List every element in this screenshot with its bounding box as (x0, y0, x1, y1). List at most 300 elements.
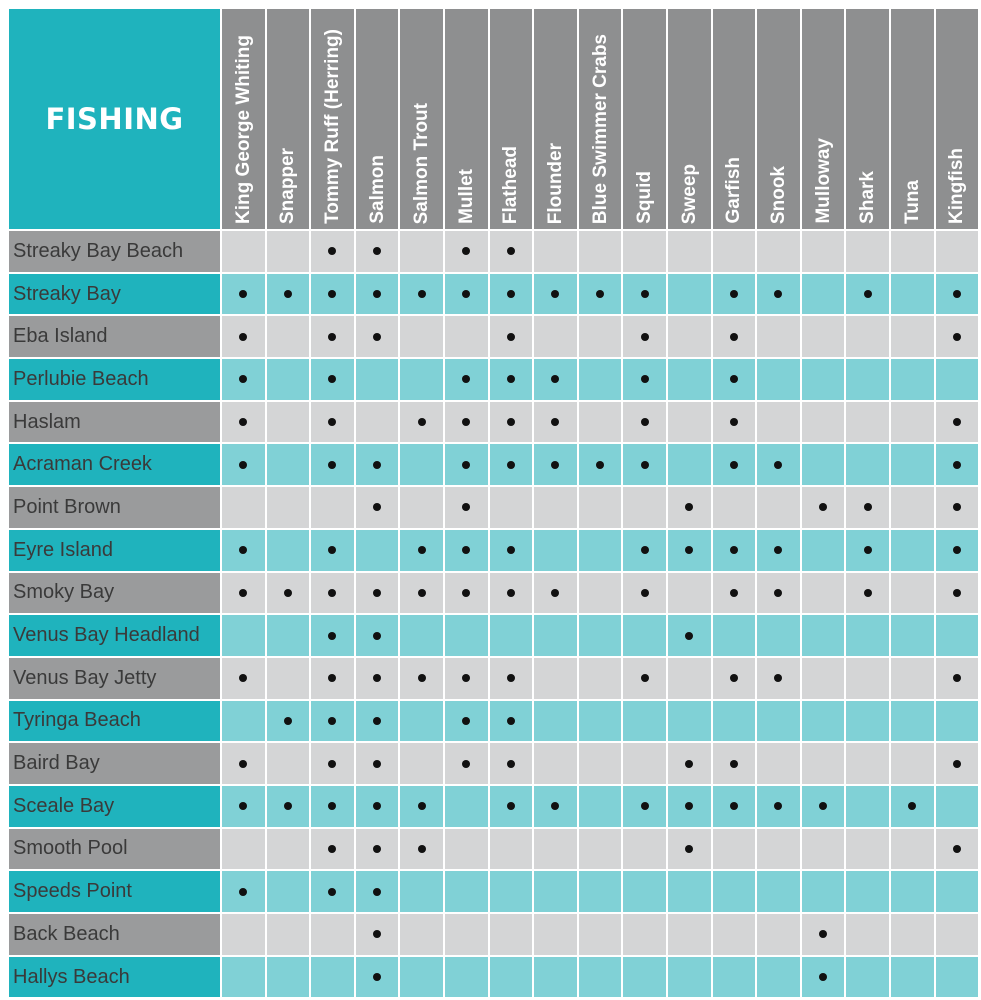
table-row (9, 743, 978, 784)
table-row (9, 957, 978, 998)
availability-cell (490, 743, 533, 784)
available-dot-icon (685, 760, 693, 768)
availability-cell (757, 402, 800, 443)
availability-cell (757, 316, 800, 357)
location-name: Speeds Point (9, 871, 220, 912)
availability-cell (400, 615, 443, 656)
available-dot-icon (418, 589, 426, 597)
availability-cell (579, 829, 622, 870)
available-dot-icon (328, 845, 336, 853)
availability-cell (936, 829, 979, 870)
available-dot-icon (239, 674, 247, 682)
available-dot-icon (239, 375, 247, 383)
availability-cell (846, 786, 889, 827)
availability-cell (267, 829, 310, 870)
availability-cell (623, 487, 666, 528)
fish-column-header (311, 9, 354, 229)
table-row (9, 786, 978, 827)
available-dot-icon (284, 589, 292, 597)
table-row (9, 402, 978, 443)
availability-cell (891, 829, 934, 870)
available-dot-icon (551, 418, 559, 426)
available-dot-icon (507, 802, 515, 810)
available-dot-icon (551, 589, 559, 597)
availability-cell (757, 487, 800, 528)
availability-cell (891, 957, 934, 998)
availability-cell (757, 914, 800, 955)
available-dot-icon (641, 461, 649, 469)
fish-name: Salmon Trout (411, 102, 433, 224)
available-dot-icon (373, 674, 381, 682)
availability-cell (713, 829, 756, 870)
availability-cell (579, 701, 622, 742)
availability-cell (356, 743, 399, 784)
available-dot-icon (864, 290, 872, 298)
availability-cell (802, 743, 845, 784)
availability-cell (311, 829, 354, 870)
available-dot-icon (373, 760, 381, 768)
availability-cell (534, 914, 577, 955)
availability-cell (400, 786, 443, 827)
table-row (9, 658, 978, 699)
available-dot-icon (507, 418, 515, 426)
available-dot-icon (730, 546, 738, 554)
availability-cell (936, 658, 979, 699)
availability-cell (445, 444, 488, 485)
available-dot-icon (328, 717, 336, 725)
availability-cell (267, 871, 310, 912)
availability-cell (267, 231, 310, 272)
fish-name: Tommy Ruff (Herring) (321, 29, 343, 224)
available-dot-icon (507, 247, 515, 255)
availability-cell (356, 573, 399, 614)
availability-cell (445, 402, 488, 443)
availability-cell (757, 231, 800, 272)
availability-cell (267, 573, 310, 614)
available-dot-icon (641, 802, 649, 810)
availability-cell (802, 701, 845, 742)
location-name: Smoky Bay (9, 573, 220, 614)
availability-cell (891, 914, 934, 955)
fish-name: Shark (857, 171, 879, 224)
location-name: Eyre Island (9, 530, 220, 571)
available-dot-icon (239, 546, 247, 554)
availability-cell (713, 530, 756, 571)
availability-cell (846, 274, 889, 315)
fish-column-header (802, 9, 845, 229)
availability-cell (267, 658, 310, 699)
available-dot-icon (418, 845, 426, 853)
availability-cell (802, 231, 845, 272)
availability-cell (802, 829, 845, 870)
availability-cell (490, 786, 533, 827)
fish-column-header (534, 9, 577, 229)
table-row (9, 530, 978, 571)
availability-cell (668, 786, 711, 827)
availability-cell (713, 274, 756, 315)
availability-cell (445, 530, 488, 571)
availability-cell (267, 743, 310, 784)
availability-cell (490, 444, 533, 485)
availability-cell (400, 743, 443, 784)
availability-cell (579, 530, 622, 571)
available-dot-icon (641, 589, 649, 597)
available-dot-icon (551, 375, 559, 383)
available-dot-icon (774, 802, 782, 810)
location-name: Point Brown (9, 487, 220, 528)
availability-cell (311, 231, 354, 272)
fish-column-header (579, 9, 622, 229)
fish-column-header (356, 9, 399, 229)
available-dot-icon (551, 802, 559, 810)
availability-cell (936, 444, 979, 485)
availability-cell (267, 444, 310, 485)
available-dot-icon (462, 290, 470, 298)
availability-cell (311, 359, 354, 400)
availability-cell (311, 274, 354, 315)
availability-cell (356, 957, 399, 998)
availability-cell (891, 402, 934, 443)
fish-name: Flounder (544, 142, 566, 224)
table-body (9, 231, 978, 997)
availability-cell (802, 487, 845, 528)
fish-name: King George Whiting (232, 35, 254, 224)
availability-cell (534, 573, 577, 614)
location-name: Streaky Bay (9, 274, 220, 315)
availability-cell (668, 573, 711, 614)
available-dot-icon (373, 845, 381, 853)
available-dot-icon (373, 802, 381, 810)
availability-cell (400, 316, 443, 357)
fish-name: Flathead (500, 145, 522, 224)
fish-name: Sweep (678, 163, 700, 224)
available-dot-icon (373, 247, 381, 255)
availability-cell (400, 829, 443, 870)
available-dot-icon (462, 589, 470, 597)
availability-cell (311, 402, 354, 443)
availability-cell (713, 231, 756, 272)
fish-name: Garfish (723, 157, 745, 224)
availability-cell (311, 871, 354, 912)
availability-cell (222, 231, 265, 272)
available-dot-icon (507, 589, 515, 597)
availability-cell (802, 615, 845, 656)
availability-cell (534, 402, 577, 443)
availability-cell (356, 274, 399, 315)
availability-cell (668, 487, 711, 528)
available-dot-icon (685, 802, 693, 810)
available-dot-icon (641, 375, 649, 383)
availability-cell (490, 402, 533, 443)
location-name: Perlubie Beach (9, 359, 220, 400)
availability-cell (356, 615, 399, 656)
availability-cell (222, 786, 265, 827)
fish-column-header (713, 9, 756, 229)
available-dot-icon (507, 333, 515, 341)
availability-cell (445, 359, 488, 400)
fish-name: Tuna (901, 180, 923, 224)
available-dot-icon (953, 760, 961, 768)
availability-cell (490, 871, 533, 912)
availability-cell (356, 359, 399, 400)
location-name: Baird Bay (9, 743, 220, 784)
availability-cell (891, 444, 934, 485)
available-dot-icon (328, 461, 336, 469)
availability-cell (534, 274, 577, 315)
availability-cell (445, 573, 488, 614)
availability-cell (400, 274, 443, 315)
availability-cell (757, 573, 800, 614)
location-name: Smooth Pool (9, 829, 220, 870)
available-dot-icon (373, 973, 381, 981)
location-name: Eba Island (9, 316, 220, 357)
availability-cell (445, 871, 488, 912)
availability-cell (891, 743, 934, 784)
available-dot-icon (953, 546, 961, 554)
available-dot-icon (908, 802, 916, 810)
availability-cell (400, 871, 443, 912)
availability-cell (802, 444, 845, 485)
table-row (9, 615, 978, 656)
availability-cell (490, 359, 533, 400)
available-dot-icon (328, 632, 336, 640)
availability-cell (891, 316, 934, 357)
availability-cell (668, 743, 711, 784)
available-dot-icon (551, 290, 559, 298)
available-dot-icon (418, 674, 426, 682)
available-dot-icon (551, 461, 559, 469)
available-dot-icon (730, 418, 738, 426)
availability-cell (356, 231, 399, 272)
availability-cell (713, 957, 756, 998)
availability-cell (490, 615, 533, 656)
available-dot-icon (284, 290, 292, 298)
location-name: Acraman Creek (9, 444, 220, 485)
available-dot-icon (328, 247, 336, 255)
availability-cell (623, 829, 666, 870)
availability-cell (222, 316, 265, 357)
availability-cell (623, 231, 666, 272)
availability-cell (311, 658, 354, 699)
available-dot-icon (730, 589, 738, 597)
availability-cell (846, 829, 889, 870)
availability-cell (311, 743, 354, 784)
availability-cell (668, 274, 711, 315)
availability-cell (579, 957, 622, 998)
availability-cell (802, 573, 845, 614)
availability-cell (534, 487, 577, 528)
header-row (9, 9, 978, 229)
availability-cell (490, 658, 533, 699)
available-dot-icon (462, 674, 470, 682)
available-dot-icon (239, 290, 247, 298)
availability-cell (490, 914, 533, 955)
fish-name: Snook (767, 165, 789, 224)
available-dot-icon (864, 503, 872, 511)
availability-cell (802, 274, 845, 315)
availability-cell (445, 274, 488, 315)
availability-cell (579, 444, 622, 485)
available-dot-icon (819, 503, 827, 511)
availability-cell (490, 957, 533, 998)
available-dot-icon (641, 333, 649, 341)
availability-cell (936, 701, 979, 742)
availability-cell (356, 658, 399, 699)
available-dot-icon (462, 546, 470, 554)
availability-cell (668, 316, 711, 357)
available-dot-icon (507, 461, 515, 469)
availability-cell (222, 871, 265, 912)
availability-cell (222, 444, 265, 485)
availability-cell (891, 231, 934, 272)
available-dot-icon (328, 802, 336, 810)
availability-cell (713, 871, 756, 912)
availability-cell (623, 316, 666, 357)
availability-cell (311, 914, 354, 955)
availability-cell (757, 701, 800, 742)
availability-cell (936, 231, 979, 272)
available-dot-icon (462, 760, 470, 768)
availability-cell (623, 658, 666, 699)
available-dot-icon (328, 589, 336, 597)
availability-cell (891, 573, 934, 614)
available-dot-icon (462, 375, 470, 383)
availability-cell (445, 701, 488, 742)
available-dot-icon (507, 546, 515, 554)
availability-cell (222, 829, 265, 870)
availability-cell (846, 743, 889, 784)
availability-cell (579, 231, 622, 272)
availability-cell (534, 444, 577, 485)
available-dot-icon (774, 546, 782, 554)
available-dot-icon (239, 333, 247, 341)
availability-cell (936, 871, 979, 912)
availability-cell (311, 957, 354, 998)
availability-cell (445, 957, 488, 998)
fish-name: Blue Swimmer Crabs (589, 33, 611, 224)
availability-cell (311, 316, 354, 357)
available-dot-icon (507, 674, 515, 682)
availability-cell (757, 871, 800, 912)
availability-cell (668, 871, 711, 912)
table-row (9, 871, 978, 912)
availability-cell (579, 316, 622, 357)
available-dot-icon (685, 503, 693, 511)
table-row (9, 274, 978, 315)
availability-cell (400, 573, 443, 614)
availability-cell (445, 658, 488, 699)
available-dot-icon (774, 290, 782, 298)
availability-cell (400, 402, 443, 443)
fish-column-header (445, 9, 488, 229)
availability-cell (891, 487, 934, 528)
table-row (9, 444, 978, 485)
available-dot-icon (774, 674, 782, 682)
availability-cell (936, 274, 979, 315)
table-row (9, 914, 978, 955)
availability-cell (222, 359, 265, 400)
availability-cell (445, 743, 488, 784)
availability-cell (846, 871, 889, 912)
availability-cell (490, 274, 533, 315)
available-dot-icon (373, 503, 381, 511)
available-dot-icon (953, 845, 961, 853)
availability-cell (400, 444, 443, 485)
available-dot-icon (284, 717, 292, 725)
available-dot-icon (373, 888, 381, 896)
availability-cell (936, 914, 979, 955)
availability-cell (623, 786, 666, 827)
available-dot-icon (819, 973, 827, 981)
availability-cell (311, 487, 354, 528)
availability-cell (400, 487, 443, 528)
availability-cell (846, 231, 889, 272)
availability-cell (579, 871, 622, 912)
availability-cell (713, 658, 756, 699)
availability-cell (222, 957, 265, 998)
fishing-table (7, 7, 980, 999)
availability-cell (802, 786, 845, 827)
availability-cell (222, 274, 265, 315)
availability-cell (846, 957, 889, 998)
availability-cell (802, 914, 845, 955)
availability-cell (846, 658, 889, 699)
availability-cell (267, 786, 310, 827)
availability-cell (891, 871, 934, 912)
availability-cell (311, 701, 354, 742)
available-dot-icon (641, 546, 649, 554)
fish-name: Mullet (455, 169, 477, 224)
availability-cell (490, 829, 533, 870)
availability-cell (356, 316, 399, 357)
availability-cell (936, 402, 979, 443)
location-name: Venus Bay Jetty (9, 658, 220, 699)
available-dot-icon (462, 418, 470, 426)
availability-cell (936, 957, 979, 998)
available-dot-icon (641, 674, 649, 682)
availability-cell (222, 743, 265, 784)
available-dot-icon (373, 333, 381, 341)
available-dot-icon (864, 546, 872, 554)
available-dot-icon (373, 589, 381, 597)
available-dot-icon (239, 589, 247, 597)
fish-name: Salmon (366, 155, 388, 224)
available-dot-icon (462, 461, 470, 469)
availability-cell (757, 615, 800, 656)
availability-cell (891, 786, 934, 827)
available-dot-icon (239, 418, 247, 426)
availability-cell (936, 487, 979, 528)
available-dot-icon (418, 290, 426, 298)
availability-cell (267, 316, 310, 357)
available-dot-icon (373, 717, 381, 725)
availability-cell (623, 444, 666, 485)
availability-cell (311, 573, 354, 614)
table-title: FISHING (9, 9, 220, 229)
availability-cell (846, 359, 889, 400)
availability-cell (713, 615, 756, 656)
availability-cell (534, 701, 577, 742)
table-row (9, 316, 978, 357)
availability-cell (490, 701, 533, 742)
availability-cell (579, 573, 622, 614)
available-dot-icon (328, 674, 336, 682)
availability-cell (668, 402, 711, 443)
available-dot-icon (596, 290, 604, 298)
availability-cell (267, 914, 310, 955)
availability-cell (668, 444, 711, 485)
fish-column-header (936, 9, 979, 229)
